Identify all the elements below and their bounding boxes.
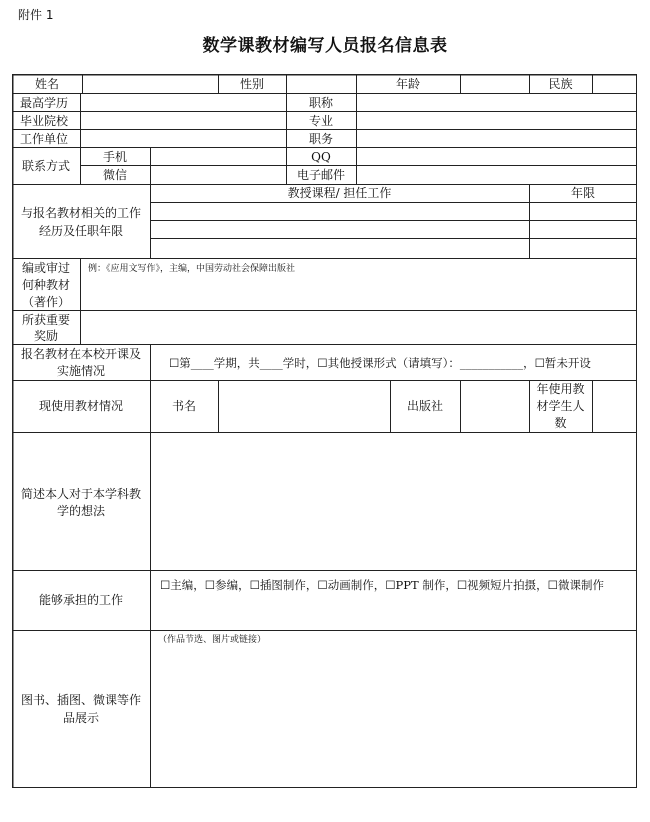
contact-label: 联系方式 — [21, 159, 70, 173]
showcase-hint: （作品节选、图片或链接） — [158, 635, 267, 645]
registration-form-table — [12, 74, 637, 788]
current-textbook-label: 现使用教材情况 — [38, 399, 123, 413]
tasks-options: ☐主编，☐参编，☐插图制作，☐动画制作，☐PPT 制作，☐视频短片拍摄，☐微课制作 — [160, 578, 604, 592]
publisher-label: 出版社 — [406, 399, 443, 413]
age-label: 年龄 — [395, 77, 420, 91]
professional-title-label: 职称 — [308, 96, 333, 110]
qq-label: QQ — [311, 150, 331, 164]
showcase-label-line2: 品展示 — [62, 711, 99, 725]
experience-label-line1: 与报名教材相关的工作 — [20, 206, 141, 220]
work-unit-label: 工作单位 — [20, 132, 69, 146]
edited-books-label-line1: 编或审过 — [21, 261, 70, 275]
email-label: 电子邮件 — [296, 168, 345, 182]
form-title: 数学课教材编写人员报名信息表 — [202, 36, 448, 56]
wechat-label: 微信 — [102, 168, 127, 182]
course-status-label-line1: 报名教材在本校开课及 — [20, 347, 141, 361]
course-status-options: ☐第____学期，共____学时，☐其他授课形式（请填写）：___________，☐暂未开设 — [169, 356, 591, 370]
annual-students-label-line3: 数 — [554, 416, 567, 430]
teaching-thoughts-label-line2: 学的想法 — [56, 504, 105, 518]
teaching-thoughts-label-line1: 简述本人对于本学科教 — [20, 487, 141, 501]
tasks-label: 能够承担的工作 — [38, 593, 123, 607]
course-work-header: 教授课程/ 担任工作 — [287, 186, 392, 200]
course-status-label-line2: 实施情况 — [56, 364, 105, 378]
years-header: 年限 — [570, 186, 595, 200]
awards-label-line2: 奖励 — [33, 329, 58, 343]
gender-label: 性别 — [239, 77, 264, 91]
experience-label-line2: 经历及任职年限 — [38, 224, 123, 238]
book-name-label: 书名 — [171, 399, 196, 413]
name-label: 姓名 — [34, 77, 59, 91]
ethnicity-label: 民族 — [548, 77, 573, 91]
edited-books-label-line3: （著作） — [21, 295, 70, 309]
major-label: 专业 — [308, 114, 333, 128]
attachment-label: 附件 1 — [18, 8, 54, 22]
phone-label: 手机 — [102, 150, 127, 164]
edited-books-example: 例：《应用文写作》，主编，中国劳动社会保障出版社 — [88, 264, 296, 274]
showcase-label-line1: 图书、插图、微课等作 — [20, 693, 141, 707]
awards-label-line1: 所获重要 — [21, 313, 70, 327]
position-label: 职务 — [308, 132, 333, 146]
annual-students-label-line1: 年使用教 — [536, 382, 585, 396]
graduated-school-label: 毕业院校 — [20, 114, 69, 128]
annual-students-label-line2: 材学生人 — [536, 399, 585, 413]
edited-books-label-line2: 何种教材 — [21, 278, 70, 292]
highest-education-label: 最高学历 — [20, 96, 69, 110]
